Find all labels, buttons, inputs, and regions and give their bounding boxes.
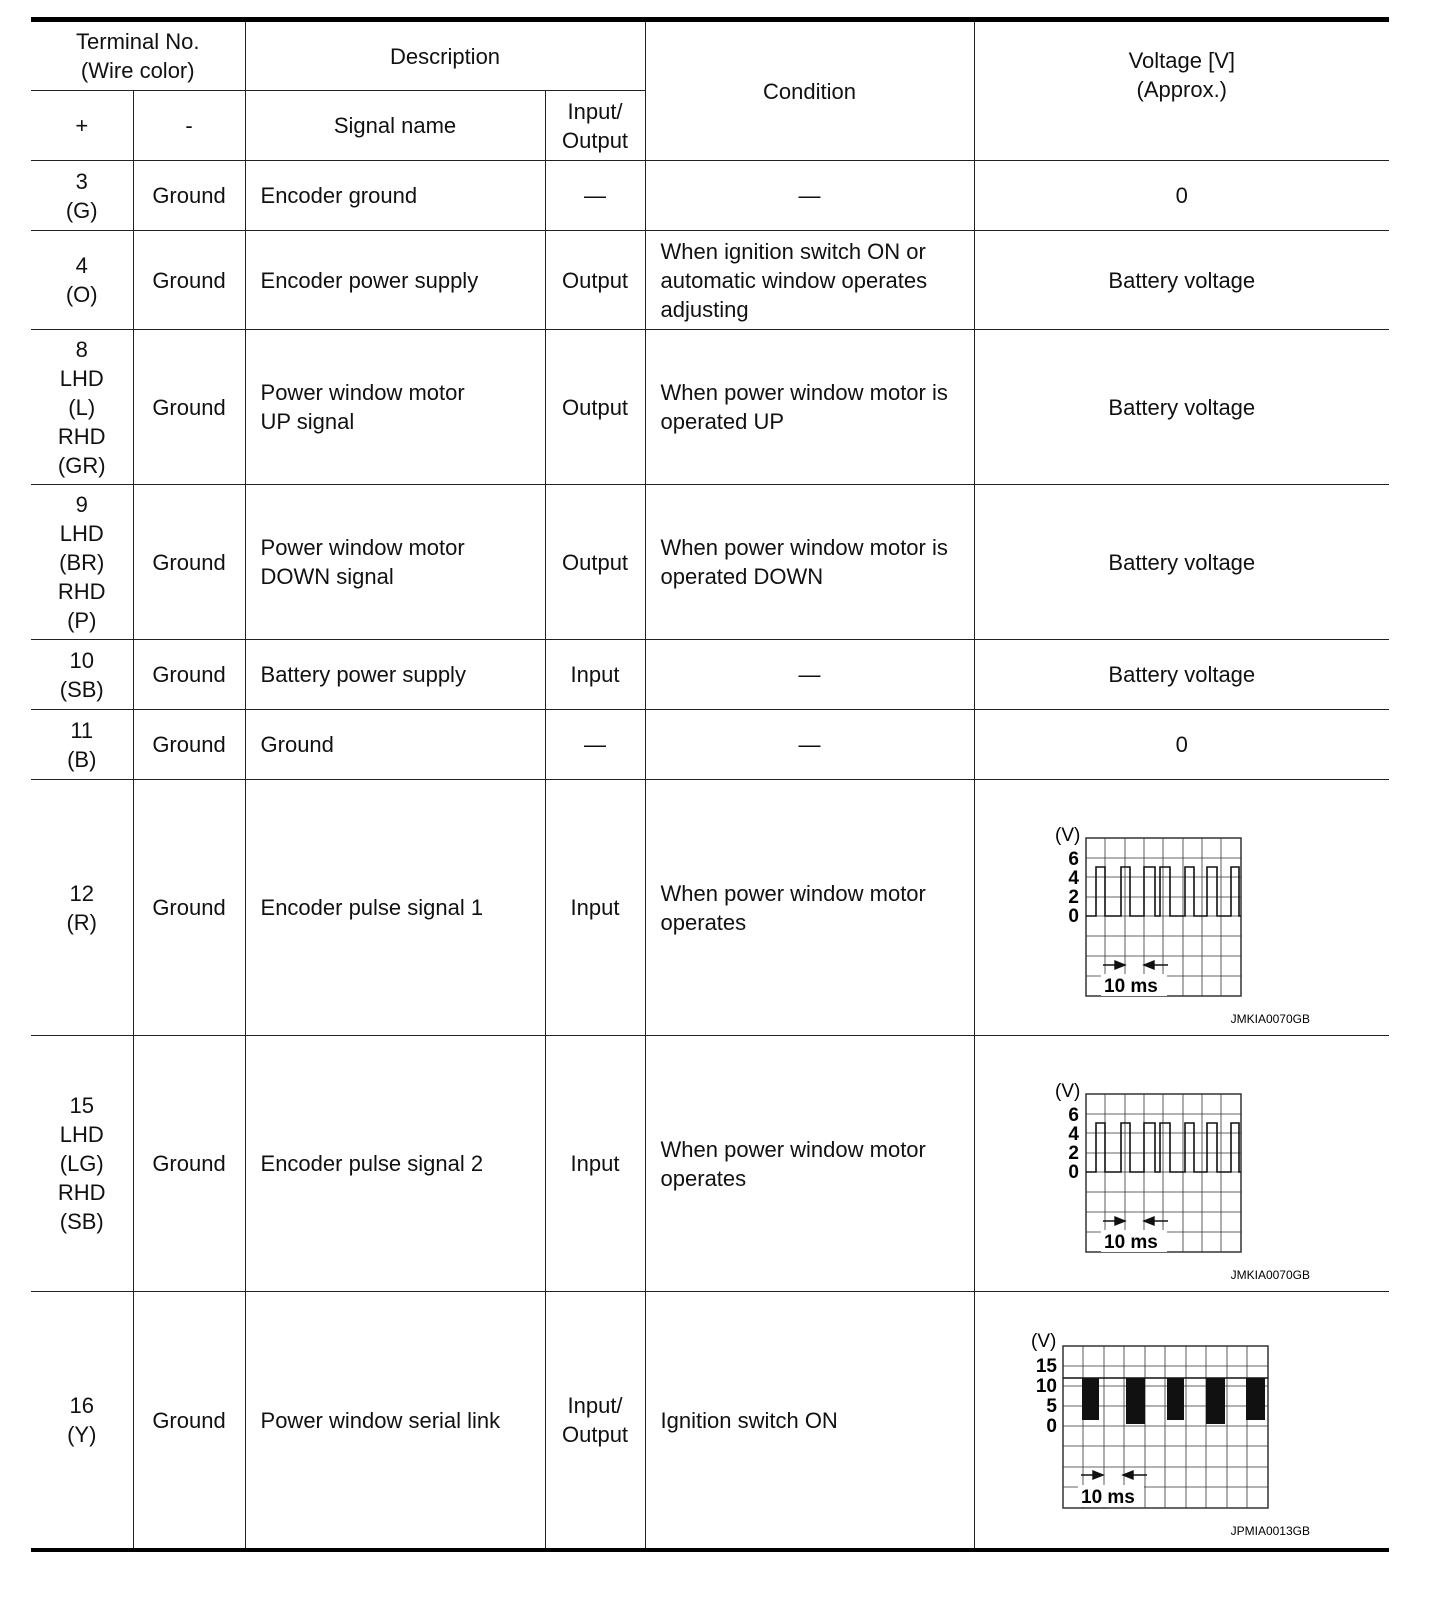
signal-cell: Battery power supply bbox=[245, 640, 545, 710]
io-line: Output bbox=[562, 1422, 629, 1447]
terminal-cell bbox=[31, 231, 133, 330]
graph-grid bbox=[1086, 838, 1241, 996]
terminal-color: (G) bbox=[65, 197, 98, 223]
io-header-line1: Input/ bbox=[567, 98, 623, 124]
terminal-number: 15 bbox=[69, 1093, 94, 1118]
io-cell: Input bbox=[545, 1036, 645, 1292]
terminal-color-rhd: (GR) bbox=[57, 452, 106, 478]
condition-line: operated DOWN bbox=[660, 564, 824, 589]
terminal-cell bbox=[31, 710, 133, 780]
io-cell bbox=[545, 161, 645, 231]
terminal-color-lhd: (L) bbox=[68, 394, 96, 420]
io-cell: Output bbox=[545, 231, 645, 330]
table-row bbox=[31, 161, 1389, 231]
y-tick-label: 2 bbox=[1067, 1143, 1079, 1164]
terminal-cell bbox=[31, 161, 133, 231]
terminal-table bbox=[31, 17, 1389, 1552]
io-value: — bbox=[584, 183, 607, 208]
terminal-lhd: LHD bbox=[59, 365, 104, 391]
voltage-approx-label: (Approx.) bbox=[1136, 77, 1228, 102]
pulse-trace bbox=[1086, 867, 1241, 916]
condition-line: When power window motor is bbox=[660, 380, 948, 405]
minus-cell: Ground bbox=[133, 330, 245, 485]
minus-cell: Ground bbox=[133, 1292, 245, 1551]
condition-cell bbox=[645, 640, 974, 710]
table-row bbox=[31, 710, 1389, 780]
terminal-no-label: Terminal No. bbox=[76, 29, 200, 54]
y-tick-label: 10 bbox=[1035, 1376, 1057, 1397]
condition-value: — bbox=[798, 732, 821, 757]
terminal-no-header bbox=[31, 20, 245, 91]
figure-code: JMKIA0070GB bbox=[1230, 1268, 1310, 1282]
condition-cell bbox=[645, 485, 974, 640]
condition-value: — bbox=[798, 662, 821, 687]
table-row bbox=[31, 1292, 1389, 1551]
y-tick-label: 2 bbox=[1067, 887, 1079, 908]
terminal-cell bbox=[31, 1292, 133, 1551]
minus-cell: Ground bbox=[133, 485, 245, 640]
signal-line: UP signal bbox=[260, 409, 355, 434]
terminal-cell bbox=[31, 780, 133, 1036]
terminal-color-lhd: (LG) bbox=[59, 1151, 104, 1176]
voltage-header bbox=[974, 20, 1389, 161]
terminal-rhd: RHD bbox=[57, 423, 106, 449]
voltage-cell: 0 bbox=[974, 710, 1389, 780]
time-scale-arrows bbox=[1103, 1217, 1168, 1225]
terminal-number: 4 bbox=[75, 253, 88, 278]
io-value: — bbox=[584, 732, 607, 757]
voltage-cell: Battery voltage bbox=[974, 231, 1389, 330]
header-row-1 bbox=[31, 20, 1389, 91]
condition-line: When ignition switch ON or bbox=[660, 238, 926, 264]
y-tick-label: 0 bbox=[1067, 906, 1079, 927]
description-header: Description bbox=[245, 20, 645, 91]
signal-name-header: Signal name bbox=[245, 91, 545, 161]
terminal-color: (O) bbox=[65, 282, 98, 307]
y-tick-label: 5 bbox=[1045, 1396, 1057, 1417]
io-line: Input/ bbox=[567, 1393, 623, 1418]
signal-line: Power window motor bbox=[260, 535, 465, 560]
waveform-pulse-2 bbox=[975, 1036, 1390, 1291]
minus-cell: Ground bbox=[133, 1036, 245, 1292]
io-cell bbox=[545, 710, 645, 780]
time-scale-arrows bbox=[1081, 1471, 1147, 1479]
wire-color-label: (Wire color) bbox=[80, 58, 195, 83]
graph-grid bbox=[1063, 1346, 1268, 1508]
signal-cell: Ground bbox=[245, 710, 545, 780]
condition-line: operates bbox=[660, 1165, 747, 1191]
minus-header: - bbox=[133, 91, 245, 161]
condition-line: When power window motor bbox=[660, 1136, 926, 1162]
y-axis-unit: (V) bbox=[1054, 1081, 1080, 1102]
io-cell: Input bbox=[545, 640, 645, 710]
y-tick-label: 15 bbox=[1035, 1356, 1057, 1377]
minus-cell: Ground bbox=[133, 640, 245, 710]
voltage-cell bbox=[974, 780, 1389, 1036]
terminal-rhd: RHD bbox=[57, 1180, 106, 1205]
condition-cell bbox=[645, 710, 974, 780]
terminal-cell bbox=[31, 485, 133, 640]
io-cell: Output bbox=[545, 485, 645, 640]
oscilloscope-graph bbox=[975, 1292, 1390, 1548]
condition-line: automatic window operates bbox=[660, 267, 928, 293]
voltage-cell bbox=[974, 1036, 1389, 1292]
waveform-serial-link bbox=[975, 1292, 1390, 1548]
signal-cell: Power window serial link bbox=[245, 1292, 545, 1551]
time-scale-label: 10 ms bbox=[1103, 1232, 1158, 1253]
table-row bbox=[31, 330, 1389, 485]
y-tick-label: 0 bbox=[1067, 1162, 1079, 1183]
condition-cell: Ignition switch ON bbox=[645, 1292, 974, 1551]
condition-line: adjusting bbox=[660, 296, 749, 322]
minus-cell: Ground bbox=[133, 780, 245, 1036]
minus-cell: Ground bbox=[133, 231, 245, 330]
oscilloscope-graph bbox=[975, 780, 1390, 1035]
signal-line: Power window motor bbox=[260, 380, 465, 405]
table-row bbox=[31, 231, 1389, 330]
condition-line: When power window motor is bbox=[660, 535, 948, 560]
signal-cell: Encoder ground bbox=[245, 161, 545, 231]
terminal-color-rhd: (SB) bbox=[59, 1209, 104, 1234]
terminal-cell bbox=[31, 1036, 133, 1292]
condition-header: Condition bbox=[645, 20, 974, 161]
terminal-rhd: RHD bbox=[57, 578, 106, 604]
pulse-trace bbox=[1086, 1123, 1241, 1172]
time-scale-label: 10 ms bbox=[1103, 976, 1158, 997]
table-row bbox=[31, 1036, 1389, 1292]
terminal-color: (B) bbox=[67, 746, 97, 772]
io-cell: Output bbox=[545, 330, 645, 485]
terminal-cell bbox=[31, 640, 133, 710]
y-axis-unit: (V) bbox=[1030, 1331, 1056, 1352]
signal-line: DOWN signal bbox=[260, 564, 394, 589]
terminal-color-lhd: (BR) bbox=[59, 549, 105, 575]
terminal-number: 10 bbox=[69, 647, 94, 673]
condition-cell bbox=[645, 231, 974, 330]
voltage-cell: 0 bbox=[974, 161, 1389, 231]
condition-value: — bbox=[798, 183, 821, 208]
minus-cell: Ground bbox=[133, 161, 245, 231]
minus-cell: Ground bbox=[133, 710, 245, 780]
voltage-label: Voltage [V] bbox=[1128, 48, 1235, 73]
figure-code: JMKIA0070GB bbox=[1230, 1012, 1310, 1026]
serial-data-bursts bbox=[1082, 1378, 1265, 1424]
terminal-number: 11 bbox=[70, 717, 94, 743]
y-tick-label: 4 bbox=[1067, 868, 1079, 889]
terminal-lhd: LHD bbox=[59, 1122, 104, 1147]
io-header-line2: Output bbox=[562, 127, 629, 153]
condition-line: operated UP bbox=[660, 409, 785, 434]
y-axis-unit: (V) bbox=[1054, 825, 1080, 846]
signal-cell: Encoder pulse signal 1 bbox=[245, 780, 545, 1036]
voltage-cell: Battery voltage bbox=[974, 330, 1389, 485]
signal-cell: Encoder power supply bbox=[245, 231, 545, 330]
waveform-pulse-1 bbox=[975, 780, 1390, 1035]
terminal-number: 9 bbox=[75, 491, 88, 517]
signal-cell bbox=[245, 330, 545, 485]
terminal-lhd: LHD bbox=[59, 520, 104, 546]
terminal-number: 16 bbox=[69, 1393, 94, 1418]
figure-code: JPMIA0013GB bbox=[1230, 1524, 1310, 1538]
terminal-color: (R) bbox=[66, 909, 98, 935]
table-row bbox=[31, 485, 1389, 640]
y-tick-label: 6 bbox=[1067, 1105, 1079, 1126]
time-scale-label: 10 ms bbox=[1080, 1487, 1135, 1508]
terminal-number: 3 bbox=[75, 168, 88, 194]
voltage-cell: Battery voltage bbox=[974, 640, 1389, 710]
condition-line: When power window motor bbox=[660, 880, 926, 906]
graph-grid bbox=[1086, 1094, 1241, 1252]
table-row bbox=[31, 640, 1389, 710]
io-header bbox=[545, 91, 645, 161]
y-tick-label: 4 bbox=[1067, 1124, 1079, 1145]
voltage-cell bbox=[974, 1292, 1389, 1551]
terminal-number: 8 bbox=[75, 336, 88, 362]
terminal-color: (Y) bbox=[67, 1422, 97, 1447]
condition-line: operates bbox=[660, 909, 747, 935]
io-cell bbox=[545, 1292, 645, 1551]
signal-cell: Encoder pulse signal 2 bbox=[245, 1036, 545, 1292]
oscilloscope-graph bbox=[975, 1036, 1390, 1291]
condition-cell bbox=[645, 161, 974, 231]
y-tick-label: 0 bbox=[1045, 1416, 1057, 1437]
signal-cell bbox=[245, 485, 545, 640]
table-row bbox=[31, 780, 1389, 1036]
plus-header: + bbox=[31, 91, 133, 161]
terminal-color-rhd: (P) bbox=[67, 607, 97, 633]
condition-cell bbox=[645, 330, 974, 485]
condition-cell bbox=[645, 780, 974, 1036]
terminal-cell bbox=[31, 330, 133, 485]
y-tick-label: 6 bbox=[1067, 849, 1079, 870]
voltage-cell: Battery voltage bbox=[974, 485, 1389, 640]
time-scale-arrows bbox=[1103, 961, 1168, 969]
terminal-color: (SB) bbox=[59, 676, 104, 702]
io-cell: Input bbox=[545, 780, 645, 1036]
condition-cell bbox=[645, 1036, 974, 1292]
terminal-number: 12 bbox=[69, 880, 94, 906]
